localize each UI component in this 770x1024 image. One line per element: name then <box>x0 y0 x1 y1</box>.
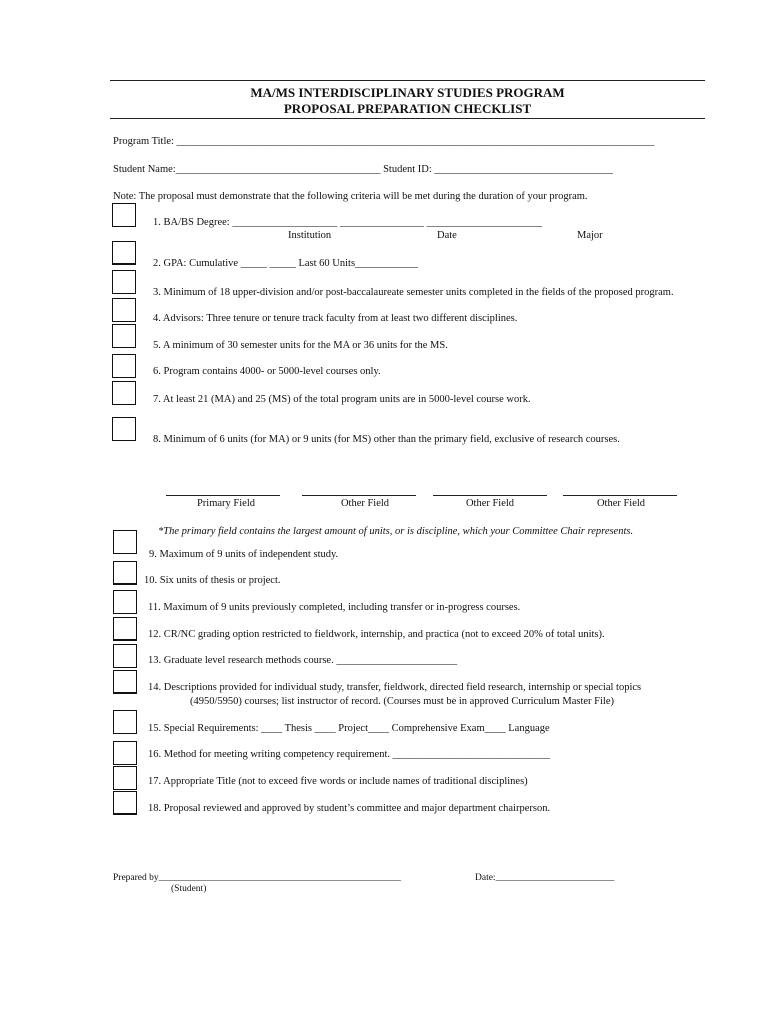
item-5: 5. A minimum of 30 semester units for the MA or 36 units for the MS. <box>153 340 448 351</box>
item-1-major-label: Major <box>577 230 603 241</box>
other-field-line-3[interactable] <box>563 495 677 496</box>
other-field-line-1[interactable] <box>302 495 416 496</box>
prepared-by-field[interactable]: Prepared by___________________________________________________ <box>113 873 401 883</box>
item-10: 10. Six units of thesis or project. <box>144 575 281 586</box>
student-label: (Student) <box>171 884 207 894</box>
item-16: 16. Method for meeting writing competency requirement. ______________________________ <box>148 749 551 760</box>
other-field-label-1: Other Field <box>340 498 390 509</box>
item-2-gpa: 2. GPA: Cumulative _____ _____ Last 60 Units____________ <box>153 258 419 269</box>
checkbox-14[interactable] <box>113 670 137 694</box>
top-rule <box>110 80 705 81</box>
item-3: 3. Minimum of 18 upper-division and/or post-baccalaureate semester units completed in the fields of the proposed program. <box>153 287 674 298</box>
checkbox-16[interactable] <box>113 741 137 765</box>
primary-field-line[interactable] <box>166 495 280 496</box>
page-title-line2: PROPOSAL PREPARATION CHECKLIST <box>283 101 532 116</box>
checkbox-8[interactable] <box>112 417 136 441</box>
item-6: 6. Program contains 4000- or 5000-level courses only. <box>153 366 381 377</box>
other-field-label-3: Other Field <box>596 498 646 509</box>
page-title-line1: MA/MS INTERDISCIPLINARY STUDIES PROGRAM <box>250 85 565 100</box>
item-1-institution-label: Institution <box>288 230 332 241</box>
item-14-line2: (4950/5950) courses; list instructor of record. (Courses must be in approved Curriculum Master File) <box>190 696 614 707</box>
primary-field-note: *The primary field contains the largest amount of units, or is discipline, which your Committee Chair represents. <box>158 526 634 537</box>
checkbox-9[interactable] <box>113 530 137 554</box>
checkbox-15[interactable] <box>113 710 137 734</box>
title-bottom-rule <box>110 118 705 119</box>
other-field-label-2: Other Field <box>465 498 515 509</box>
item-1-degree: 1. BA/BS Degree: ____________________ ________________ ______________________ <box>153 217 543 228</box>
item-4: 4. Advisors: Three tenure or tenure track faculty from at least two different disciplines. <box>153 313 518 324</box>
checkbox-18[interactable] <box>113 791 137 815</box>
item-1-date-label: Date <box>437 230 457 241</box>
checkbox-17[interactable] <box>113 766 137 790</box>
checkbox-11[interactable] <box>113 590 137 614</box>
checkbox-2[interactable] <box>112 241 136 265</box>
item-13: 13. Graduate level research methods course. _______________________ <box>148 655 458 666</box>
item-9: 9. Maximum of 9 units of independent study. <box>149 549 339 560</box>
program-title-field[interactable]: Program Title: ___________________________________________________________________________________________ <box>113 136 655 147</box>
item-15: 15. Special Requirements: ____ Thesis ____ Project____ Comprehensive Exam____ Language <box>148 723 550 734</box>
checkbox-6[interactable] <box>112 354 136 378</box>
checkbox-7[interactable] <box>112 381 136 405</box>
checkbox-3[interactable] <box>112 270 136 294</box>
item-14-line1: 14. Descriptions provided for individual study, transfer, fieldwork, directed field research, internship or special topics <box>148 682 642 693</box>
student-name-field[interactable]: Student Name:_______________________________________ Student ID: __________________________________ <box>113 164 613 175</box>
item-8: 8. Minimum of 6 units (for MA) or 9 units (for MS) other than the primary field, exclusive of research courses. <box>153 434 620 445</box>
note-text: Note: The proposal must demonstrate that the following criteria will be met during the duration of your program. <box>113 191 588 202</box>
item-7: 7. At least 21 (MA) and 25 (MS) of the total program units are in 5000-level course work. <box>153 394 531 405</box>
checkbox-10[interactable] <box>113 561 137 585</box>
checkbox-12[interactable] <box>113 617 137 641</box>
date-field[interactable]: Date:_________________________ <box>475 873 615 883</box>
checkbox-5[interactable] <box>112 324 136 348</box>
primary-field-label: Primary Field <box>196 498 256 509</box>
checkbox-4[interactable] <box>112 298 136 322</box>
other-field-line-2[interactable] <box>433 495 547 496</box>
item-12: 12. CR/NC grading option restricted to fieldwork, internship, and practica (not to exceed 20% of total units). <box>148 629 605 640</box>
item-11: 11. Maximum of 9 units previously completed, including transfer or in-progress courses. <box>148 602 521 613</box>
checkbox-13[interactable] <box>113 644 137 668</box>
item-18: 18. Proposal reviewed and approved by student’s committee and major department chairperson. <box>148 803 551 814</box>
checkbox-1[interactable] <box>112 203 136 227</box>
item-17: 17. Appropriate Title (not to exceed five words or include names of traditional disciplines) <box>148 776 528 787</box>
